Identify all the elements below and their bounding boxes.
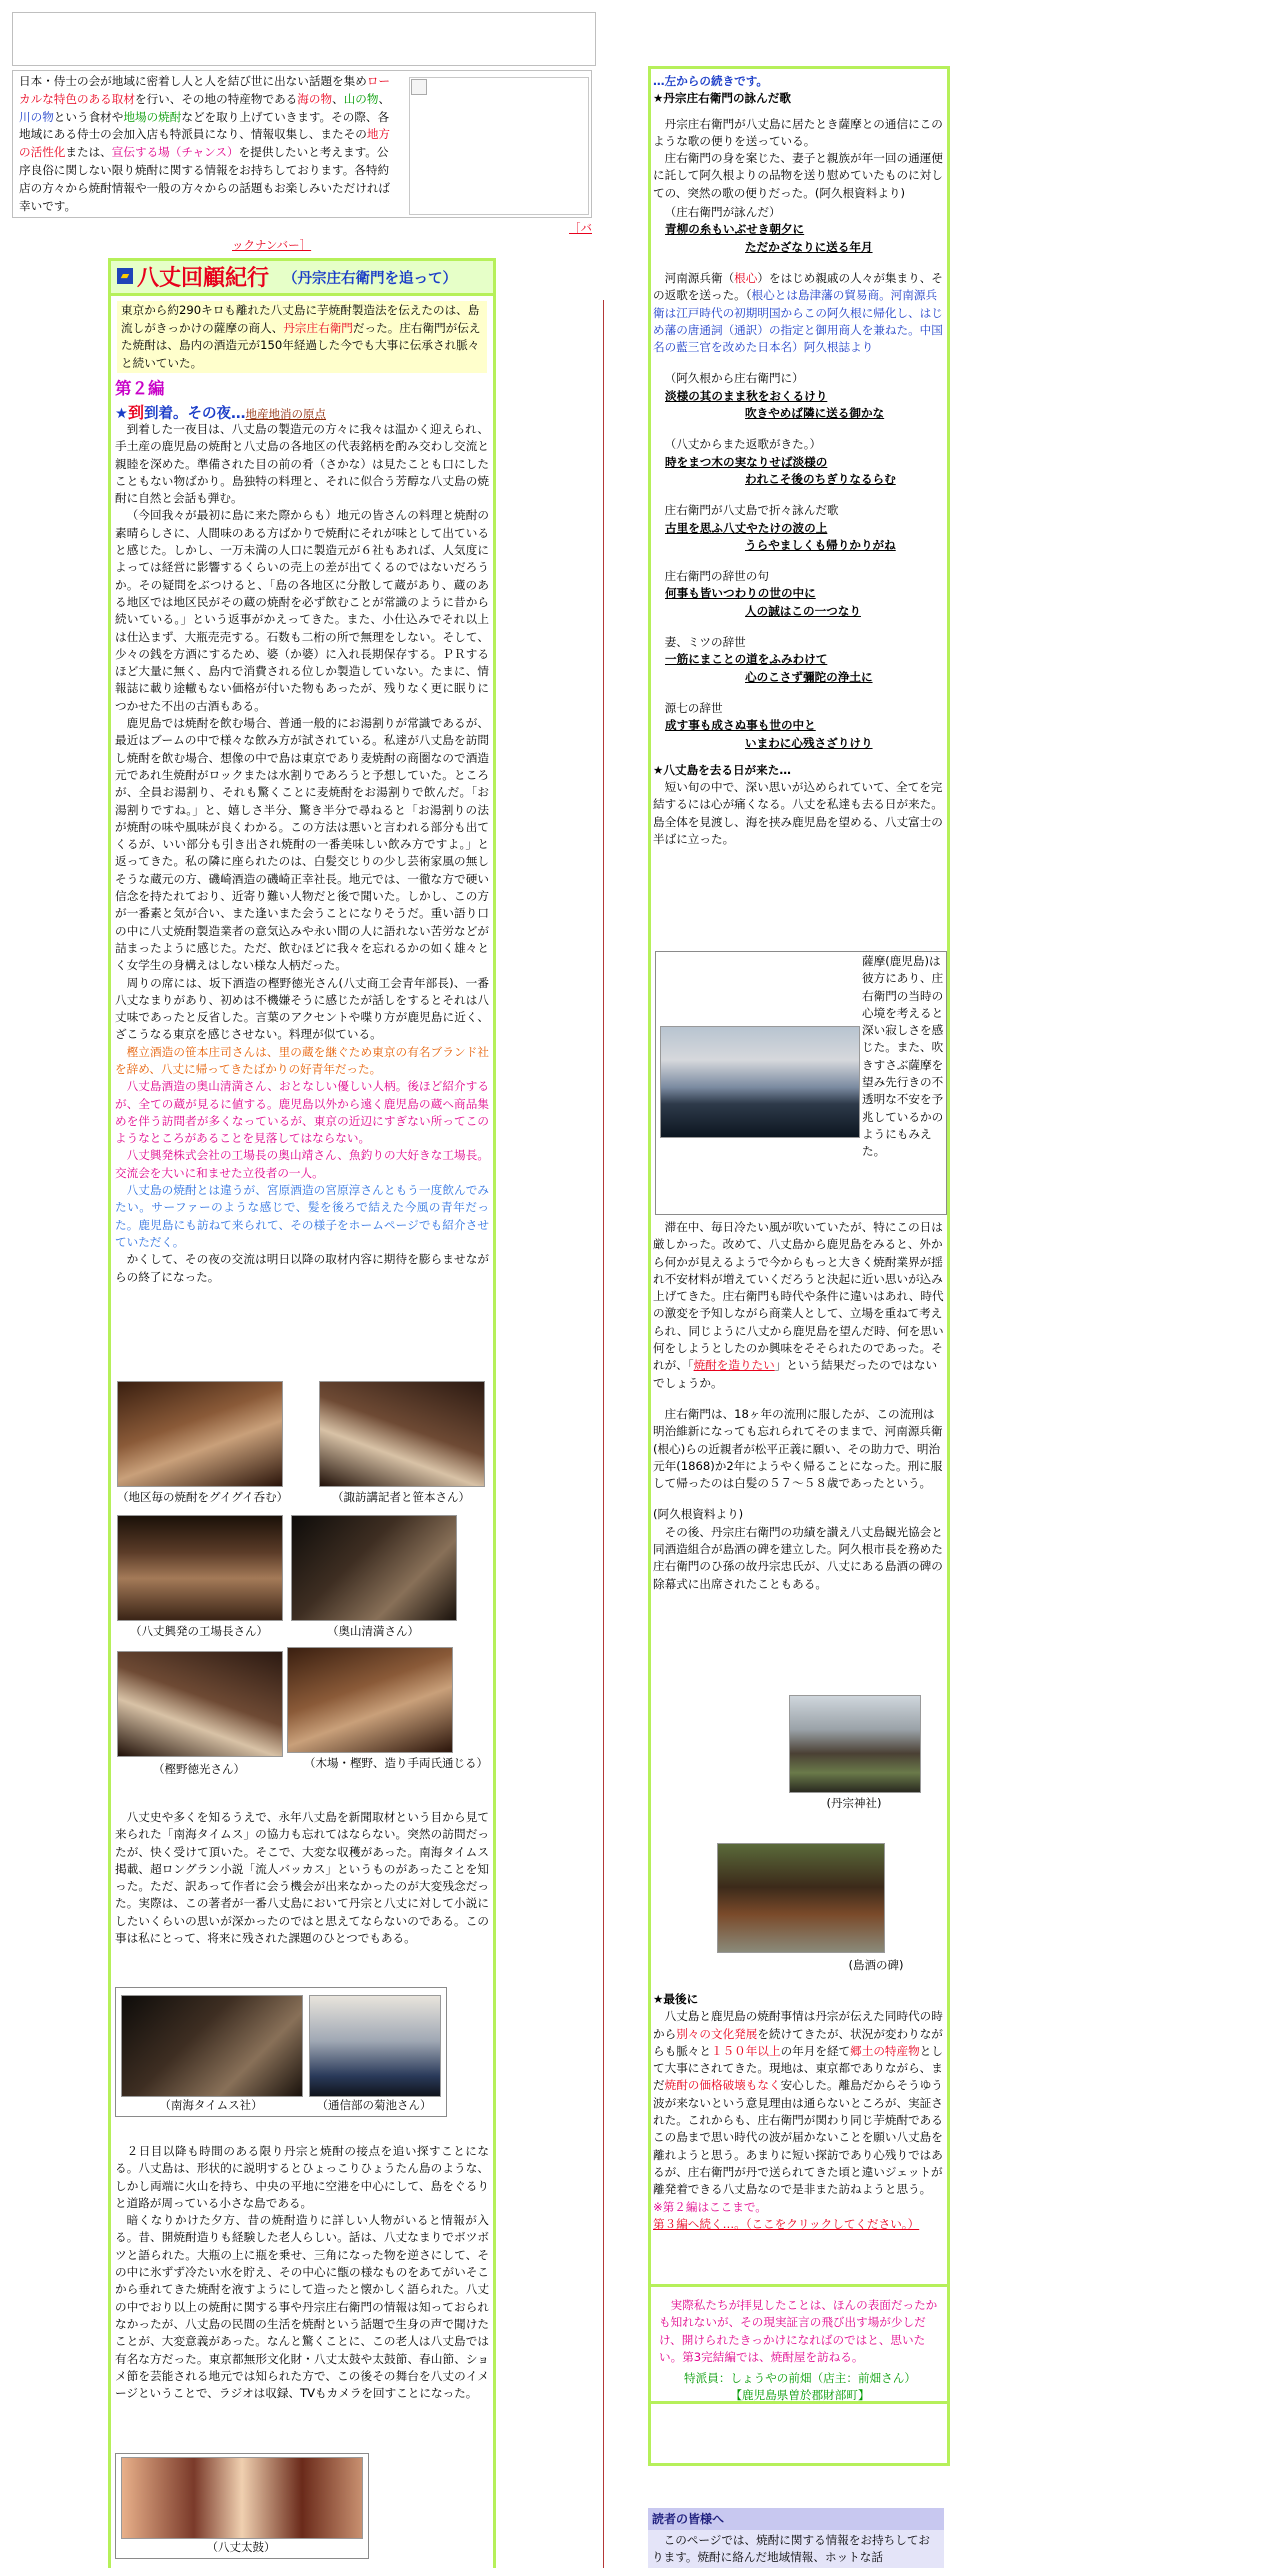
intro-highlight: 山の物 bbox=[343, 91, 379, 106]
body-paragraph: ２日目以降も時間のある限り丹宗と焼酎の接点を追い探すことになる。八丈島は、形状的に説明するとひょっこりひょうたん島のような、しかし両端に火山を持ち、中央の平地に空港を中心にして、島をぐるりと道路が周っている小さな島である。 bbox=[115, 2144, 489, 2210]
photo-caption: （樫野徳光さん） bbox=[153, 1762, 245, 1776]
intro-text-part: または、 bbox=[65, 145, 112, 160]
intro-text-part: を提供したいと考えます。公序良俗に関しない限り焼酎に関する情報をお持ちしております。各特約店の方々から焼酎情報や一般の方々からの話題もお楽しみいただければ幸いです。 bbox=[19, 145, 391, 213]
continued-label: …左からの続きです。 bbox=[653, 74, 769, 88]
right-heading: ★最後に bbox=[653, 1992, 699, 2006]
poem-line: 時をまつ木の実なりせば淡様の bbox=[665, 454, 828, 469]
right-text: ）をはじめ親戚の人々が集まり、その返歌を送った。（ bbox=[653, 270, 943, 303]
article-body-part2 bbox=[115, 1809, 489, 1947]
poem-line: 古里を思ふ八丈やたけの波の上 bbox=[665, 520, 828, 535]
intro-highlight: 地場の焼酎 bbox=[123, 109, 182, 124]
poem-intro: 源七の辞世 bbox=[664, 700, 723, 715]
article-title-bar bbox=[111, 261, 493, 296]
poem-line: 淡様の其のまま秋をおくるけり bbox=[665, 388, 828, 403]
right-highlight: 郷土の特産物 bbox=[850, 2043, 920, 2058]
star-icon: ★ bbox=[115, 406, 128, 422]
photo-caption: （奥山清満さん） bbox=[327, 1624, 419, 1638]
photo-nankai-times bbox=[121, 1995, 303, 2097]
photo-caption: (島酒の碑) bbox=[848, 1958, 904, 1972]
photo-kashino bbox=[117, 1651, 283, 1757]
right-paragraph: 短い旬の中で、深い思いが込められていて、全てを完結するには心が痛くなる。八丈を私達も去る日が来た。島全体を見渡し、海を挟み鹿児島を望める、八丈富士の半ばに立った。 bbox=[653, 780, 943, 846]
intro-text bbox=[19, 73, 397, 215]
photo-shimazake-monument bbox=[717, 1843, 885, 1953]
right-highlight: １５０年以上 bbox=[710, 2043, 781, 2058]
end-note: ※第２編はここまで。 bbox=[653, 2199, 767, 2214]
photo-caption: （八丈興発の工場長さん） bbox=[130, 1624, 268, 1638]
poem-line: われこそ後のちぎりなるらむ bbox=[745, 471, 896, 486]
intro-highlight: 海の物 bbox=[297, 91, 333, 106]
photo-caption: （地区毎の焼酎をグイグイ呑む） bbox=[117, 1490, 289, 1504]
poem-intro: （阿久根から庄右衛門に） bbox=[664, 371, 804, 386]
right-text: 河南源兵衛（ bbox=[664, 270, 735, 285]
intro-text-part: 日本・侍士の会が地域に密着し人と人を結び世に出ない話題を集め bbox=[19, 74, 367, 88]
intro-box bbox=[12, 70, 592, 218]
right-paragraph: (阿久根資料より) bbox=[653, 1507, 744, 1522]
right-text: 滞在中、毎日冷たい風が吹いていたが、特にこの日は厳しかった。改めて、八丈島から鹿児島をみると、外から何かが見えるようで今からもっと大きく焼酎業界が揺れ不安材料が増えていくだろうと決起に近い思いが込み上げてきた。庄右衛門も時代や条件に違いはあれ、時代の激変を予知しながら商業人として、立場を重ねて考えられ、同じように八丈から鹿児島を望んだ時、何を思い何をしようとしたのか興味をそそられたのであった。それが、「 bbox=[653, 1220, 944, 1373]
lead-text: だった。庄右衛門が伝えた焼酎は、島内の酒造元が150年経過した今でも大事に伝承され脈々と続いていた。 bbox=[121, 320, 481, 370]
readers-notice-text: このページでは、焼酎に関する情報をお持ちしております。焼酎に絡んだ地域情報、ホットな話 bbox=[652, 2533, 931, 2565]
photo-caption: （諏訪講記者と笹本さん） bbox=[332, 1490, 470, 1504]
photo-tanso-shrine bbox=[789, 1695, 921, 1793]
lead-paragraph bbox=[117, 301, 487, 373]
poem-intro: （庄右衛門が詠んだ） bbox=[664, 205, 781, 220]
lead-highlight: 丹宗庄右衛門 bbox=[283, 320, 353, 335]
article-left-column bbox=[108, 258, 496, 2568]
right-paragraph: その後、丹宗庄右衛門の功績を讃え八丈島観光協会と同酒造組合が島酒の碑を建立した。阿久根市長を務めた庄右衛門のひ孫の故丹宗忠氏が、八丈にある島酒の碑の除幕式に出席されたこともある。 bbox=[653, 1524, 943, 1591]
photo-factory-manager bbox=[117, 1515, 283, 1621]
column-divider bbox=[603, 300, 604, 2568]
poem-line: ただかざなりに送る年月 bbox=[745, 239, 873, 254]
readers-notice-title: 読者の皆様へ bbox=[648, 2508, 944, 2530]
intro-text-part: を行い、その地の特産物である bbox=[134, 91, 298, 106]
body-paragraph: 八丈島酒造の奥山清満さん、おとなしい優しい人柄。後ほど紹介するが、全ての蔵が見るに値する。鹿児島以外から遠く鹿児島の蔵へ商品集めを伴う訪問者が多くなっているが、東京の近辺にすぎない所ってこのようなところがあることを見落してはならない。 bbox=[115, 1079, 489, 1146]
right-column-content bbox=[651, 69, 947, 848]
photo-caption: （木場・樫野、造り手両氏通じる） bbox=[304, 1756, 488, 1770]
body-paragraph: 八丈興発株式会社の工場長の奥山靖さん、魚釣りの大好きな工場長。交流会を大いに和ませた立役者の一人。 bbox=[115, 1148, 489, 1180]
poem-line: 青柳の糸もいぶせき朝夕に bbox=[665, 222, 805, 237]
article-right-column bbox=[648, 66, 950, 2466]
intro-text-part: などを取り上げていきます。その際、各地域にある侍士の会加入店も特派員になり、情報収集し、またその bbox=[19, 109, 390, 142]
poem-line: 心のこさず彌陀の浄土に bbox=[745, 669, 873, 684]
right-text: の年月を経て bbox=[780, 2043, 851, 2058]
right-highlight: 焼酎の価格破壊もなく bbox=[664, 2078, 781, 2093]
body-paragraph: 樫立酒造の笹本庄司さんは、里の蔵を継ぐため東京の有名ブランド社を辞め、八丈に帰ってきたばかりの好青年だった。 bbox=[115, 1044, 489, 1076]
section-subtitle: 地産地消の原点 bbox=[245, 407, 327, 421]
poem-line: うらやましくも帰りかりがね bbox=[745, 537, 896, 552]
photo-kikuchi bbox=[309, 1995, 441, 2097]
right-text: 」という結果だったのではないでしょうか。 bbox=[653, 1358, 938, 1390]
readers-notice-box bbox=[648, 2508, 944, 2568]
body-paragraph: 八丈史や多くを知るうえで、永年八丈島を新聞取材という目から見て来られた「南海タイムス」の協力も忘れてはならない。突然の訪問だったが、快く受けて頂いた。そこで、大変な収穫があった。南海タイムス掲載、超ロングラン小説「流人バッカス」というものがあったことを知った。ただ、訳あって作者に会う機会が出来なかったのが大変残念だった。実際は、この著者が一番八丈島において丹宗と八丈に対して小説にしたいくらいの思いが深かったのではと思えてならないのである。この事は私にとって、将来に残された課題のひとつでもある。 bbox=[115, 1810, 489, 1946]
intro-text-part: 、 bbox=[378, 91, 391, 106]
photo-drinking bbox=[117, 1381, 283, 1487]
intro-text-part: 、 bbox=[332, 91, 344, 106]
body-paragraph: （今回我々が最初に島に来た際からも）地元の皆さんの料理と焼酎の素晴らしさに、人間味のある方ばかりで焼酎にそれが味として出ていると感じた。しかし、一万未満の人口に製造元が６社もあれば、人気度によっては経営に影響するくらいの売上の差が出てくるのではないだろうか。その疑問をぶつけると、「島の各地区に分散して蔵があり、蔵のある地区では地区民がその蔵の焼酎を必ず飲むことが常識のように昔から続いている。」という返事がかえってきた。また、小仕込みでそれ以上は仕込まず、大瓶売売する。石数も二桁の所で無理をしない。そして、少々の銭を方酒にするため、婆（か婆）に入れ長期保存する。ＰＲするほど大量に無く、島内で消費される位しか製造していない。たまに、情報誌に載り途轍もない価格が付いた物もあったが、残りなく更に眠りにつかせた不出の古酒もある。 bbox=[115, 508, 489, 713]
poem-line: 人の誠はこの一つなり bbox=[745, 603, 861, 618]
poem-intro: （八丈からまた返歌がきた。） bbox=[664, 437, 822, 452]
top-banner-image bbox=[12, 12, 596, 66]
sea-photo-text: 薩摩(鹿児島)は彼方にあり、庄右衛門の当時の心境を考えると深い寂しさを感じた。また、吹きすさぶ薩摩を望み先行きの不透明な不安を予兆しているかのようにもみえた。 bbox=[862, 954, 944, 1159]
lead-text: 東京から約290キロも離れた八丈島に芋焼酎製造法を伝えたのは、島流しがきっかけの薩摩の商人、 bbox=[121, 303, 480, 335]
photo-okuyama bbox=[291, 1515, 457, 1621]
part-heading: 第２編 bbox=[115, 379, 165, 398]
article-subtitle: （丹宗庄右衛門を追って） bbox=[283, 271, 457, 287]
title-flag-icon: ▰ bbox=[117, 268, 133, 284]
photo-caption: （南海タイムス社） bbox=[159, 2098, 263, 2112]
body-paragraph: かくして、その夜の交流は明日以降の取材内容に期待を膨らませながらの終了になった。 bbox=[115, 1252, 489, 1284]
back-number-link[interactable]: ［バ bbox=[569, 221, 592, 235]
correspondent-note-box bbox=[648, 2284, 950, 2404]
intro-highlight: 地方の活性化 bbox=[19, 127, 391, 160]
photo-reporter bbox=[319, 1381, 485, 1487]
intro-highlight: 宣伝する場（チャンス） bbox=[111, 145, 239, 160]
right-paragraph: 庄右衛門は、18ヶ年の流刑に服したが、この流刑は明治維新になっても忘れられてそのままで、河南源兵衛(根心)らの近親者が松平正義に願い、その助力で、明治元年(1868)か2年にようやく帰ることになった。刑に服して帰ったのは白髪の５７～５８歳であったという。 bbox=[653, 1406, 943, 1491]
right-column-final bbox=[651, 1991, 947, 2233]
poem-line: 吹きやめば隣に送る御かな bbox=[745, 406, 885, 421]
right-heading: ★丹宗庄右衛門の詠んだ歌 bbox=[653, 91, 791, 106]
poem-line: いまわに心残さざりけり bbox=[745, 735, 873, 750]
article-title: 八丈回顧紀行 bbox=[137, 266, 270, 291]
right-highlight: 根心とは島津藩の貿易商。河南源兵衛は江戸時代の初期明国からこの阿久根に帰化し、はじめ藩の唐通詞（通訳）の指定と御用商人を兼ねた。中国名の藍三官を改めた日本名）阿久根誌より bbox=[653, 288, 943, 355]
sea-photo-frame bbox=[655, 951, 947, 1215]
right-text: 八丈島と鹿児島の焼酎事情は丹宗が伝えた同時代の時から bbox=[653, 2009, 943, 2041]
photo-caption: （八丈太鼓） bbox=[206, 2540, 276, 2554]
poem-line: 成す事も成さぬ事も世の中と bbox=[665, 718, 816, 733]
right-highlight: 別々の文化発展 bbox=[676, 2026, 758, 2041]
intro-image-placeholder bbox=[409, 77, 589, 215]
poem-line: 何事も皆いつわりの世の中に bbox=[665, 586, 816, 601]
right-paragraph: 庄右衛門の身を案じた、妻子と親族が年一回の通運便に託して阿久根よりの品物を送り慰めていたものに対しての、突然の歌の便りだった。(阿久根資料より) bbox=[653, 151, 943, 200]
photo-hachijo-taiko bbox=[121, 2457, 363, 2539]
body-paragraph: 八丈島の焼酎とは違うが、宮原酒造の宮原淳さんともう一度飲んでみたい。サーファーのような感じで、髪を後ろで結えた今風の青年だった。鹿児島にも訪ねて来られて、その様子をホームページでも紹介させていただく。 bbox=[115, 1183, 489, 1249]
right-heading: ★八丈島を去る日が来た… bbox=[653, 762, 791, 777]
right-highlight: 焼酎を造りたい bbox=[693, 1358, 775, 1373]
back-number-link-row bbox=[232, 220, 592, 253]
right-paragraph: 丹宗庄右衛門が八丈島に居たとき薩摩との通信にこのような歌の便りを送っている。 bbox=[653, 116, 943, 148]
poem-intro: 庄右衛門が八丈島で折々詠んだ歌 bbox=[664, 503, 839, 518]
photo-sea-view bbox=[660, 1026, 860, 1138]
intro-text-part: という食材や bbox=[53, 109, 124, 124]
correspondent-note: 実際私たちが拝見したことは、ほんの表面だったかも知れないが、その現実証言の飛び出す場が少しだけ、開けられたきっかけになればのではと、思いたい。第3完結編では、焼酎屋を訪ねる。 bbox=[659, 2298, 938, 2364]
poem-intro: 妻、ミツの辞世 bbox=[664, 635, 746, 650]
body-paragraph: 周りの席には、坂下酒造の樫野徳光さん(八丈商工会青年部長)、一番八丈なまりがあり、初めは不機嫌そうに感じたが話しをするとそれは八丈味であったと反省した。言葉のアクセントや喋り方が鹿児島に近く、ざこうなる東京を感じさせない。料理が似ている。 bbox=[115, 975, 489, 1042]
right-column-content-lower bbox=[651, 1219, 947, 1593]
body-paragraph: 到着した一夜目は、八丈島の製造元の方々に我々は温かく迎えられ、手土産の鹿児島の焼酎と八丈島の各地区の代表銘柄を酌み交わし交流と親睦を深めた。準備された目の前の肴（さかな）は見たことも口にしたこともない物ばかり。島独特の料理と、それに似合う芳醇な八丈島の焼酎に自然と会話も弾む。 bbox=[115, 422, 489, 506]
right-highlight: 根心 bbox=[734, 270, 758, 285]
article-body-part1 bbox=[115, 421, 489, 1286]
correspondent-credit: 特派員：しょうやの前畑（店主：前畑さん） bbox=[684, 2371, 916, 2386]
right-text: として大事にされてきた。現地は、東京都でありながら、まだ bbox=[653, 2043, 943, 2093]
body-paragraph: 暗くなりかけた夕方、昔の焼酎造りに詳しい人物がいると情報が入る。昔、開焼酎造りも経験した老人らしい。話は、八丈なまりでボツボツと語られた。大瓶の上に瓶を乗せ、三角になった物を逆さにして、その中に氷ずず冷たい水を貯え、その中心に甑の様なものをあてがいそこから垂れてきた焼酎を液すようにして造ったと懐かしく語られた。八丈の中でおり以上の焼酎に関する事や丹宗庄右衛門の情報は知っておられなかったが、八丈島の民間の生活を焼酎という話題で生身の声で聞けたことが、大変意義があった。なんと驚くことに、この老人は八丈島では有名な方だった。東京都無形文化財・八丈太鼓や太鼓節、春山節、ショメ節を芸能される地元では知られた方で、この後その舞台を八丈のイメージということで、ラジオは収録、TVもカメラを回すことになった。 bbox=[115, 2213, 489, 2401]
photo-caption: (丹宗神社) bbox=[826, 1796, 882, 1810]
right-text: 安心した。離島だからそうゆう波が来ないという意見理由は通らないところが、実証された。これからも、庄右衛門が関わり同じ芋焼酎であるこの島まで思い時代の波が届かないことを願い八丈島を離れようと思う。あまりに短い探訪であり心残りではあるが、庄右衛門が丹で送られてきた頃と違いジェットが離発着できる八丈島なので是非また訪ねようと思う。 bbox=[653, 2078, 943, 2197]
intro-highlight: ローカルな特色のある取材 bbox=[19, 74, 391, 106]
correspondent-location: 【鹿児島県曽於郡財部町】 bbox=[730, 2388, 870, 2403]
article-body-part3 bbox=[115, 2143, 489, 2402]
photo-caption: （通信部の菊池さん） bbox=[316, 2098, 432, 2112]
back-number-link[interactable]: ックナンバー］ bbox=[232, 237, 312, 252]
poem-intro: 庄右衛門の辞世の句 bbox=[664, 569, 769, 584]
next-part-link[interactable]: 第３編へ続く…。（ここをクリックしてください。） bbox=[653, 2216, 920, 2231]
intro-highlight: 川の物 bbox=[19, 109, 54, 124]
section-title: 到着。その夜… bbox=[144, 406, 246, 422]
photo-kiba-kashino bbox=[287, 1647, 453, 1753]
body-paragraph: 鹿児島では焼酎を飲む場合、普通一般的にお湯割りが常識であるが、最近はブームの中で様々な飲み方が試されている。私達が八丈島を訪問し焼酎を飲む場合、想像の中で島は東京であり麦焼酎の商圏なので酒造元であれ生焼酎がロックまたは水割りであろうと予想していた。ところが、全員お湯割り、それも驚くことに麦焼酎をお湯割りで飲んだ。「お湯割りですね。」と、嬉しさ半分、驚き半分で尋ねると「お湯割りの法が焼酎の味や風味が良くわかる。この方法は悪いと言われる部分も出てくるが、いい部分も引き出され焼酎の一番美味しい飲み方ですよ。」と返ってきた。私の隣に座られたのは、白髪交じりの少し芸術家風の無しそうな蔵元の方、磯崎酒造の磯崎正幸社長。地元では、一徹な方で硬い信念を持たれており、近寄り難い人物だと後で聞いた。しかし、この方が一番素と気が合い、また逢いまた会うことになりそうだ。重い語り口の中に八丈焼酎製造業者の意気込みや永い間の人に語れない苦労などが詰まったように感じた。ただ、飲むほどに我々を忘れるかの如く雄々とく女学生の身構えはしない様な人柄だった。 bbox=[115, 716, 489, 973]
poem-line: 一筋にまことの道をふみわけて bbox=[665, 652, 828, 667]
right-text: を続けてきたが、状況が変わりながらも脈々と bbox=[653, 2026, 943, 2058]
section-heading: ★到到着。その夜…地産地消の原点 bbox=[115, 403, 327, 422]
